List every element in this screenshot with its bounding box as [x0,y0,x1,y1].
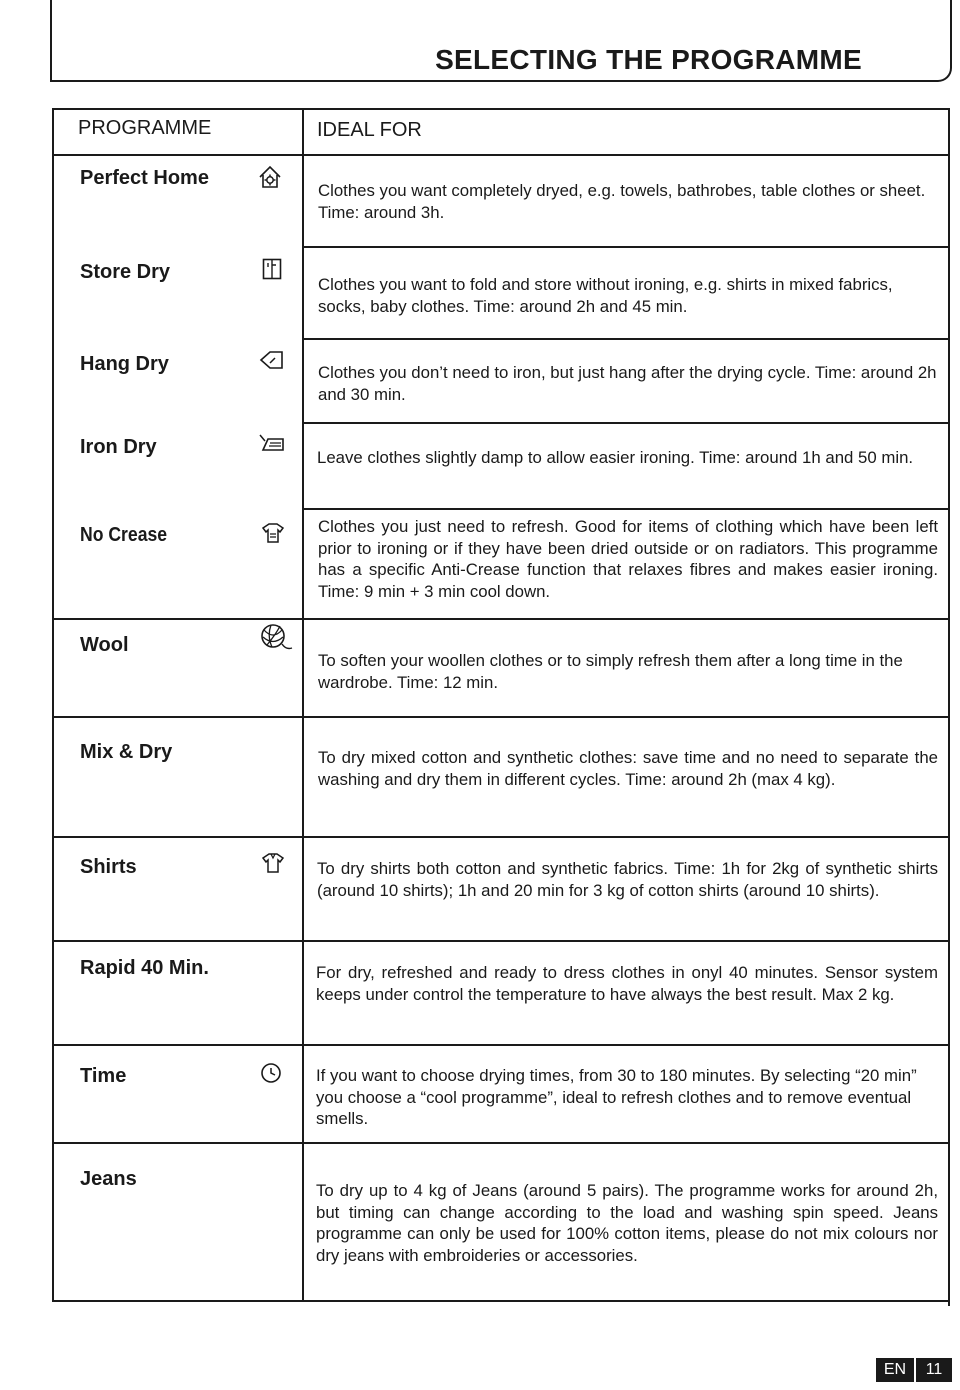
table-top-border [52,108,950,110]
programme-name: Rapid 40 Min. [80,957,209,979]
programme-description: Clothes you want completely dryed, e.g. towels, bathrobes, table clothes or sheet. Time: around 3h. [318,181,926,222]
programme-name: Jeans [80,1168,137,1190]
programme-description: If you want to choose drying times, from 30 to 180 minutes. By selecting “20 min” you choose a “cool programme”, ideal to refresh clothes and to remove eventual smells. [316,1066,917,1128]
programme-description: Clothes you don’t need to iron, but just hang after the drying cycle. Time: around 2h and 30 min. [318,363,937,404]
row-divider-right [302,422,950,424]
programme-name: Mix & Dry [80,741,173,763]
shirt-icon [260,852,286,874]
programme-name: No Crease [80,524,168,546]
table-left-border [52,108,54,1302]
programme-description: Clothes you just need to refresh. Good for items of clothing which have been left prior to ironing or if they have been dried outside or on radiators. This programme has a specific Anti-Crease function that relaxes fibres and makes easier ironing. Time: 9 min + 3 min cool down. [318,517,938,601]
programme-description: Clothes you want to fold and store without ironing, e.g. shirts in mixed fabrics, socks, baby clothes. Time: around 2h and 45 min. [318,275,893,316]
row-divider-right [302,246,950,248]
row-divider [52,836,950,838]
column-header-programme: PROGRAMME [78,117,212,139]
row-divider-right [302,338,950,340]
programme-description: Leave clothes slightly damp to allow easier ironing. Time: around 1h and 50 min. [317,448,914,467]
no-crease-shirt-icon [260,522,286,544]
table-right-border [948,108,950,1306]
row-divider-right [302,508,950,510]
programme-description: To dry shirts both cotton and synthetic fabrics. Time: 1h for 2kg of synthetic shirts (around 10 shirts); 1h and 20 min for 3 kg of cotton shirts (around 10 shirts). [317,859,938,900]
programme-name: Iron Dry [80,436,157,458]
column-divider [302,108,304,1302]
hanger-icon [258,350,284,370]
programme-name: Time [80,1065,127,1087]
row-divider [52,1142,950,1144]
row-divider [52,1044,950,1046]
iron-icon [258,432,286,454]
programme-name: Wool [80,634,129,656]
programme-description: For dry, refreshed and ready to dress clothes in onyl 40 minutes. Sensor system keeps under control the temperature to have always the best result. Max 2 kg. [316,963,938,1004]
programme-name: Store Dry [80,261,171,283]
clock-icon [260,1062,282,1084]
wardrobe-icon [262,258,282,280]
house-gear-icon [257,164,283,190]
wool-ball-icon [258,622,294,654]
programme-name: Hang Dry [80,353,169,375]
row-divider [52,716,950,718]
row-divider [52,940,950,942]
row-divider [52,618,950,620]
header-row-divider [52,154,950,156]
programme-name: Shirts [80,856,137,878]
table-bottom-border [52,1300,950,1302]
column-header-ideal-for: IDEAL FOR [317,119,422,141]
page-number: 11 [916,1358,952,1382]
programme-name: Perfect Home [80,167,209,189]
programme-description: To dry up to 4 kg of Jeans (around 5 pairs). The programme works for around 2h, but timing can change according to the load and washing spin speed. Jeans programme can only be used for 100% cotton items, please do not mix colours nor dry jeans with embroideries or accessories. [316,1181,938,1265]
programme-description: To dry mixed cotton and synthetic clothes: save time and no need to separate the washing and dry them in different cycles. Time: around 2h (max 4 kg). [318,748,938,789]
page-title: SELECTING THE PROGRAMME [435,44,862,75]
programme-description: To soften your woollen clothes or to simply refresh them after a long time in the wardrobe. Time: 12 min. [318,651,903,692]
language-badge: EN [876,1358,914,1382]
